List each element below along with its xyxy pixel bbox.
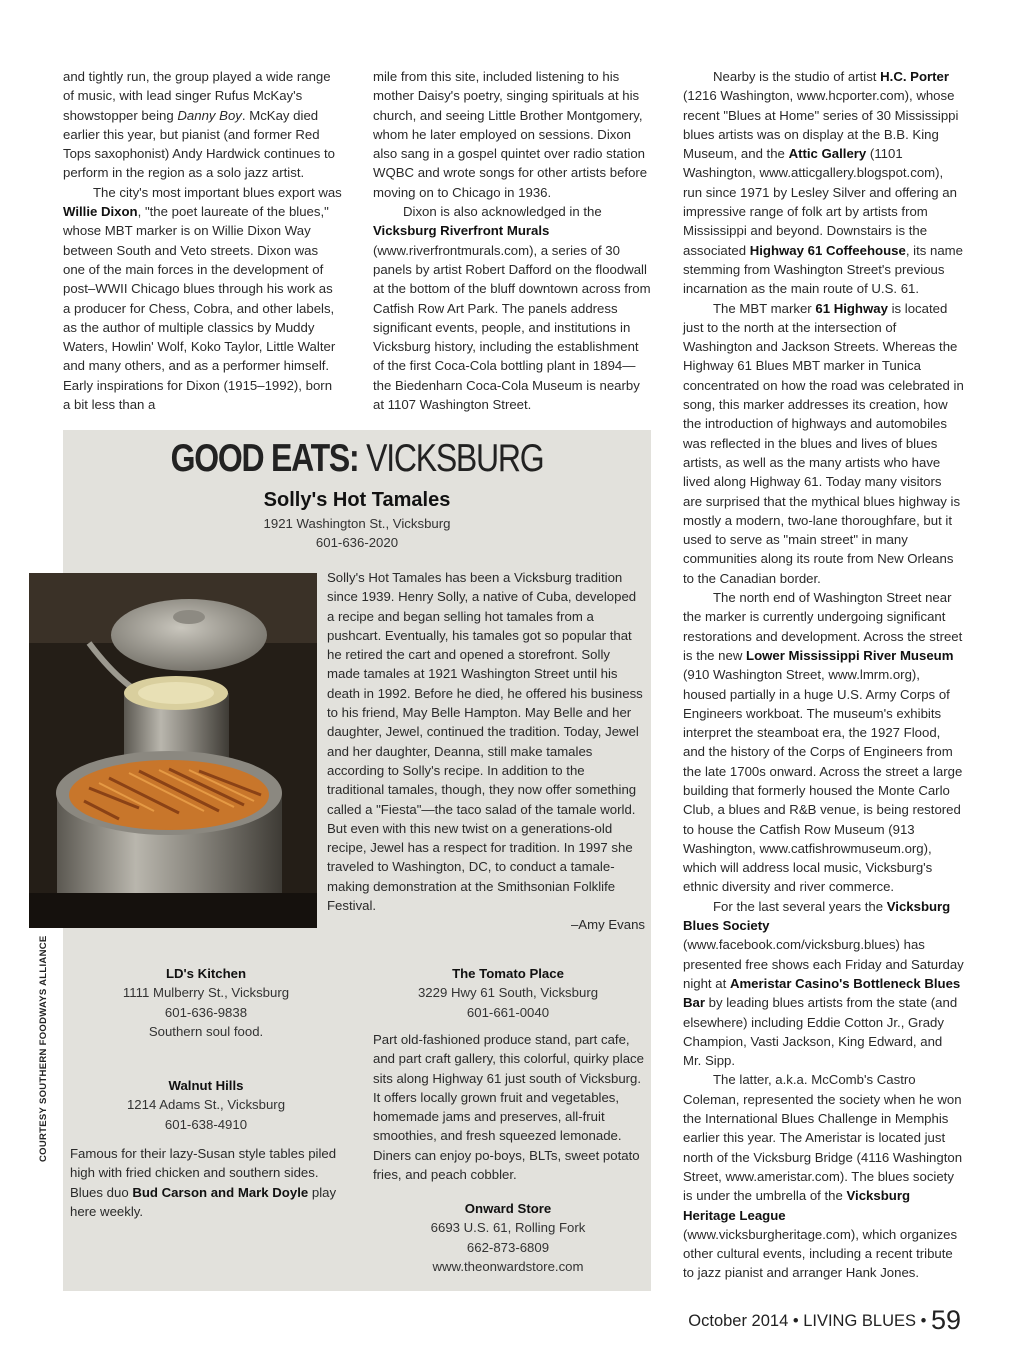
col3-paragraph-4: For the last several years the Vicksburg Blues Society (www.facebook.com/vicksburg.blues) has presented free shows each Friday and Saturday night at Ameristar Casino's Bottleneck Blues Bar by leading blues artists from the state (and elsewhere) including Eddie Cotton Jr., Grady Champion, Vasti Jackson, King Edward, and Mr. Sipp. xyxy=(683,898,964,1069)
solly-name: Solly's Hot Tamales xyxy=(263,489,451,511)
column-2 xyxy=(373,67,653,414)
solly-phone: 601-636-2020 xyxy=(315,535,399,551)
tomato-description xyxy=(373,1030,645,1184)
col3-paragraph-3: The north end of Washington Street near the marker is currently undergoing significant restorations and development. Across the street is the new Lower Mississippi River Museum (910 Washington Street, www.lmrm.org), housed partially in a huge U.S. Army Corps of Engineers workboat. The museum's exhibits interpret the steamboat era, the 1927 Flood, and the history of the Corps of Engineers from the late 1700s onward. Across the street a large building that formerly housed the Monte Carlo Club, a blues and R&B venue, is being restored to house the Catfish Row Museum (913 Washington, www.catfishrowmuseum.org), which will address local music, Vicksburg's ethnic diversity and river commerce. xyxy=(683,590,963,895)
col2-paragraph-1: mile from this site, included listening to his mother Daisy's poetry, singing spirituals at his church, and seeing Little Brother Montgomery, whom he later employed on sessions. Dixon also sang in a gospel quintet over radio station WQBC and wrote songs for other artists before moving on to Chicago in 1936. xyxy=(373,69,648,200)
col2-paragraph-2: Dixon is also acknowledged in the Vicksburg Riverfront Murals (www.riverfrontmurals.com), a series of 30 panels by artist Robert Dafford on the floodwall at the bottom of the bluff downtown across from Catfish Row Art Park. The panels address significant events, people, and institutions in Vicksburg history, including the establishment of the first Coca-Cola bottling plant in 1894—the Biedenharn Coca-Cola Museum is nearby at 1107 Washington Street. xyxy=(373,204,651,413)
onward-phone: 662-873-6809 xyxy=(466,1239,550,1255)
col3-paragraph-2: The MBT marker 61 Highway is located just to the north at the intersection of Washington and Jackson Streets. Whereas the Highway 61 Blues MBT marker in Tunica concentrated on how the road was celebrated in song, this marker addresses its creation, how the introduction of highways and automobiles was reflected in the blues and lives of blues artists, as well as the many artists who have lived along Highway 61. Today many visitors are surprised that the mythical blues highway is mostly a modern, two-lane thoroughfare, but it used to serve as "main street" in many communities along its route from New Orleans to the Canadian border. xyxy=(683,300,964,586)
col1-paragraph-2: The city's most important blues export was Willie Dixon, "the poet laureate of the blues," whose MBT marker is on Willie Dixon Way between South and Veto streets. Dixon was one of the main forces in the development of post–WWII Chicago blues through his work as a producer for Chess, Cobra, and other labels, as the author of multiple classics by Muddy Waters, Howlin' Wolf, Koko Taylor, Little Walter and many others, and as a performer himself. Early inspirations for Dixon (1915–1992), born a bit less than a xyxy=(63,184,342,413)
tamale-pots-photo xyxy=(29,573,317,928)
tomato-body: Part old-fashioned produce stand, part cafe, and part craft gallery, this colorful, quirky place sits along Highway 61 just south of Vicksburg. It offers locally grown fruit and vegetables, homemade jams and preserves, all-fruit smoothies, and fresh squeezed lemonade. Diners can enjoy po-boys, BLTs, sweet potato fries, and peach cobbler. xyxy=(373,1032,644,1183)
lds-address: 1111 Mulberry St., Vicksburg xyxy=(122,985,290,1001)
col3-paragraph-1: Nearby is the studio of artist H.C. Porter (1216 Washington, www.hcporter.com), whose recent "Blues at Home" series of 30 Mississippi blues artists was on display at the B.B. King Museum, and the Attic Gallery (1101 Washington, www.atticgallery.blogspot.com), run since 1971 by Lesley Silver and offering an impressive range of folk art by artists from Mississippi and beyond. Downstairs is the associated Highway 61 Coffeehouse, its name stemming from Washington Street's previous incarnation as the main route of U.S. 61. xyxy=(683,69,963,297)
page-footer xyxy=(688,1305,961,1336)
walnut-name: Walnut Hills xyxy=(168,1078,244,1093)
onward-listing xyxy=(372,1199,644,1276)
walnut-address: 1214 Adams St., Vicksburg xyxy=(126,1097,286,1113)
footer-text: October 2014 • LIVING BLUES • xyxy=(688,1312,931,1330)
onward-address: 6693 U.S. 61, Rolling Fork xyxy=(430,1220,586,1236)
walnut-description: Famous for their lazy-Susan style tables piled high with fried chicken and southern sides. Blues duo Bud Carson and Mark Doyle play here weekly. xyxy=(70,1146,337,1219)
solly-body: Solly's Hot Tamales has been a Vicksburg tradition since 1939. Henry Solly, a native of Cuba, developed a recipe and began selling hot tamales from a pushcart. Eventually, his tamales got so popular that he retired the cart and opened a storefront. Solly made tamales at 1921 Washington Street until his death in 1992. Before he died, he offered his business to his friend, May Belle Hampton. May Belle and her daughter, Jewel, continued the tradition. Today, Jewel and her daughter, Deanna, still make tamales according to Solly's recipe. In addition to the traditional tamales, though, they now offer something called a "Fiesta"—the taco salad of the tamale world. But even with this new twist on a generations-old recipe, Jewel has a respect for tradition. In 1997 she traveled to Washington, DC, to conduct a tamale-making demonstration at the Smithsonian Folklife Festival. xyxy=(327,570,643,914)
lds-description: Southern soul food. xyxy=(148,1023,264,1039)
walnut-phone: 601-638-4910 xyxy=(164,1116,248,1132)
solly-byline: –Amy Evans xyxy=(570,917,645,933)
onward-website: www.theonwardstore.com xyxy=(432,1258,584,1274)
page-number: 59 xyxy=(930,1305,961,1335)
tomato-phone: 601-661-0040 xyxy=(466,1004,550,1020)
solly-address: 1921 Washington St., Vicksburg xyxy=(263,516,451,531)
lds-phone: 601-636-9838 xyxy=(164,1004,248,1020)
solly-listing xyxy=(63,486,651,553)
tomato-address: 3229 Hwy 61 South, Vicksburg xyxy=(417,985,599,1001)
photo-credit: COURTESY SOUTHERN FOODWAYS ALLIANCE xyxy=(38,935,49,1162)
tamale-pots-illustration xyxy=(29,573,317,928)
onward-name: Onward Store xyxy=(464,1201,552,1216)
lds-name: LD's Kitchen xyxy=(165,966,247,981)
col1-paragraph-1: and tightly run, the group played a wide range of music, with lead singer Rufus McKay's showstopper being Danny Boy. McKay died earlier this year, but pianist (and former Red Tops saxophonist) Andy Hardwick continues to perform in the region as a solo jazz artist. xyxy=(63,69,335,181)
lds-listing xyxy=(70,964,342,1041)
good-eats-title: GOOD EATS: VICKSBURG xyxy=(170,437,544,480)
walnut-listing xyxy=(70,1076,342,1134)
column-3 xyxy=(683,67,964,1283)
column-1 xyxy=(63,67,343,414)
tomato-name: The Tomato Place xyxy=(452,966,564,981)
col3-paragraph-5: The latter, a.k.a. McComb's Castro Coleman, represented the society when he won the International Blues Challenge in Memphis earlier this year. The Ameristar is located just north of the Vicksburg Bridge (4116 Washington Street, www.ameristar.com). The blues society is under the umbrella of the Vicksburg Heritage League (www.vicksburgheritage.com), which organizes other cultural events, including a recent tribute to jazz pianist and arranger Hank Jones. xyxy=(683,1072,963,1281)
tomato-listing xyxy=(372,964,644,1022)
solly-description xyxy=(327,568,645,935)
